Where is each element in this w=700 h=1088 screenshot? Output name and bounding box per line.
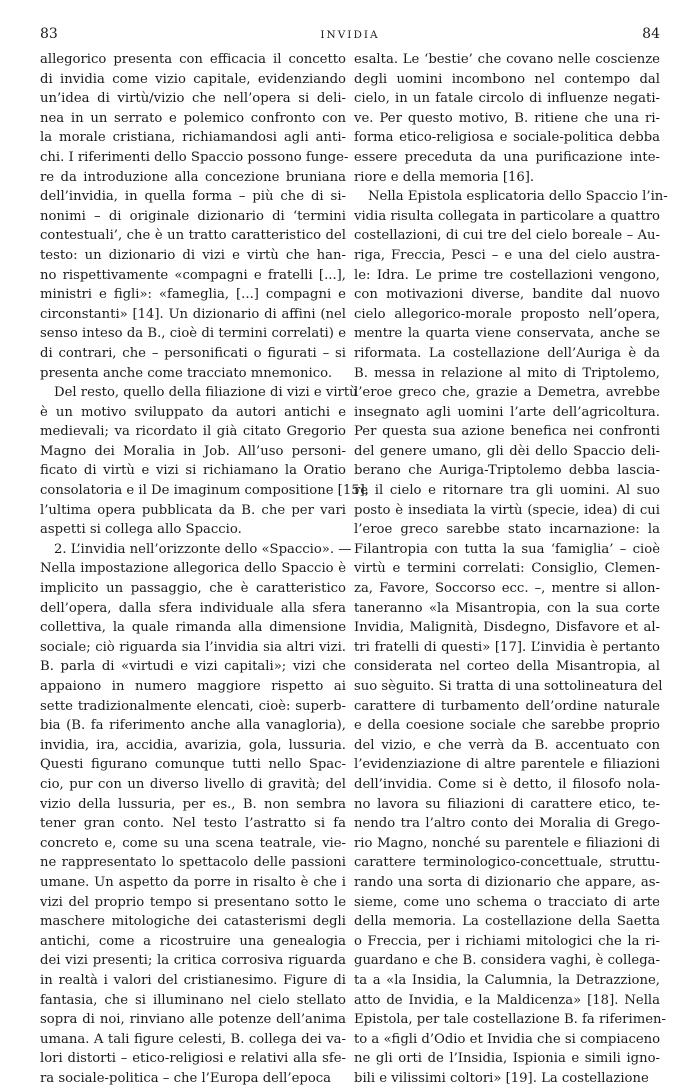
text-line: Nella Epistola esplicatoria dello Spaccio l’in- — [368, 189, 668, 205]
text-line: cielo allegorico-morale proposto nell’opera, — [354, 306, 660, 322]
text-line: virtù e termini correlati: Consiglio, Clemen- — [354, 561, 660, 577]
text-line: ne gli orti de l’Insidia, Ispionia e simili igno- — [354, 1051, 660, 1067]
text-line: nendo tra l’altro conto dei Moralia di Grego- — [354, 816, 660, 832]
text-line: Invidia, Malignità, Disdegno, Disfavore et al- — [354, 620, 660, 636]
text-line: concreto e, come su una scena teatrale, vie- — [40, 835, 346, 851]
text-line: consolatoria e il De imaginum compositione [15], — [40, 483, 369, 499]
text-line: sociale; ciò riguarda sia l’invidia sia altri vizi. — [40, 639, 346, 655]
text-line: un’idea di virtù/vizio che nell’opera si deli- — [40, 91, 346, 107]
text-line: riore e della memoria [16]. — [354, 169, 535, 185]
text-line: invidia, ira, accidia, avarizia, gola, lussuria. — [40, 737, 346, 753]
text-line: essere preceduta da una purificazione inte- — [354, 149, 660, 165]
text-line: sette tradizionalmente elencati, cioè: superb- — [40, 698, 346, 714]
text-line: sopra di noi, rinviano alle potenze dell’anima — [40, 1012, 346, 1028]
text-line: maschere mitologiche dei catasterismi degli — [40, 914, 346, 930]
text-line: tri fratelli di questi» [17]. L’invidia è pertanto — [354, 639, 660, 655]
text-line: è un motivo sviluppato da autori antichi e — [40, 404, 346, 420]
text-line: Per questa sua azione benefica nei confronti — [354, 424, 660, 440]
text-line: Filantropia con tutta la sua ‘famiglia’ – cioè — [354, 541, 660, 557]
text-line: testo: un dizionario di vizi e virtù che han- — [40, 247, 346, 263]
text-line: B. parla di «virtudi e vizi capitali»; vizi che — [40, 659, 346, 675]
text-column-right — [354, 50, 668, 1088]
text-line: chi. I riferimenti dello Spaccio possono funge- — [40, 149, 349, 165]
text-line: vidia risulta collegata in particolare a quattro — [354, 208, 660, 224]
text-line: za, Favore, Soccorso ecc. –, mentre si allon- — [354, 581, 660, 597]
page-number-right: 84 — [642, 26, 660, 42]
text-line: Magno dei Moralia in Job. All’uso personi- — [40, 443, 346, 459]
text-line: senso inteso da B., cioè di termini correlati) e — [40, 326, 346, 342]
text-line: bia (B. fa riferimento anche alla vanagloria), — [40, 718, 346, 734]
text-line: cio, pur con un diverso livello di gravità; del — [40, 776, 346, 792]
text-line: e della coesione sociale che sarebbe proprio — [354, 718, 660, 734]
text-line: collettiva, la quale rimanda alla dimensione — [40, 620, 346, 636]
text-line: dell’invidia. Come si è detto, il filosofo nola- — [354, 776, 660, 792]
text-line: nea in un serrato e polemico confronto con — [40, 110, 346, 126]
text-line: con motivazioni diverse, bandite dal nuovo — [354, 287, 660, 303]
text-line: B. messa in relazione al mito di Triptolemo, — [354, 365, 660, 381]
text-line: atto de Invidia, e la Maldicenza» [18]. Nella — [354, 992, 660, 1008]
page-number-left: 83 — [40, 26, 58, 42]
text-line: rando una sorta di dizionario che appare, as- — [354, 874, 660, 890]
text-line: riga, Freccia, Pesci – e una del cielo austra- — [354, 247, 660, 263]
text-line: la morale cristiana, richiamandosi agli anti- — [40, 130, 346, 146]
text-line: presenta anche come tracciato mnemonico. — [40, 365, 333, 381]
text-line: appaiono in numero maggiore rispetto ai — [40, 679, 346, 694]
text-line: re il cielo e ritornare tra gli uomini. Al suo — [354, 483, 660, 499]
text-line: umana. A tali figure celesti, B. collega dei va- — [40, 1031, 346, 1047]
text-line: aspetti si collega allo Spaccio. — [40, 522, 242, 538]
text-line: guardano e che B. considera vaghi, è collega- — [354, 953, 660, 969]
text-line: contestuali’, che è un tratto caratteristico del — [40, 228, 346, 244]
text-line: taneranno «la Misantropia, con la sua corte — [354, 600, 660, 616]
text-line: considerata nel corteo della Misantropia, al — [354, 659, 660, 675]
text-line: ta a «la Insidia, la Calumnia, la Detrazzione, — [354, 972, 660, 988]
text-line: antichi, come a ricostruire una genealogia — [40, 933, 346, 949]
text-line: del genere umano, gli dèi dello Spaccio deli- — [354, 443, 660, 459]
text-line: Del resto, quello della filiazione di vizi e virtù — [54, 385, 358, 401]
text-line: l’ultima opera pubblicata da B. che per vari — [40, 502, 346, 518]
text-line: tener gran conto. Nel testo l’astratto si fa — [40, 816, 346, 832]
text-line: Nella impostazione allegorica dello Spaccio è — [40, 561, 346, 577]
text-line: bili e vilissimi coltori» [19]. La costellazione — [354, 1070, 649, 1086]
text-line: mentre la quarta viene conservata, anche se — [354, 326, 660, 342]
running-title: INVIDIA — [320, 29, 380, 41]
text-line: ra sociale-politica – che l’Europa dell’epoca — [40, 1070, 332, 1086]
text-line: circonstanti» [14]. Un dizionario di affini (nel — [40, 306, 346, 322]
text-line: medievali; va ricordato il già citato Gregorio — [40, 424, 346, 440]
text-line: 2. L’invidia nell’orizzonte dello «Spaccio». — — [54, 541, 352, 557]
text-line: re da introduzione alla concezione bruniana — [40, 169, 346, 185]
text-line: forma etico-religiosa e sociale-politica debba — [354, 130, 660, 146]
text-line: ministri e figli»: «fameglia, [...] compagni e — [40, 287, 346, 303]
text-line: costellazioni, di cui tre del cielo boreale – Au- — [354, 228, 660, 244]
text-line: carattere terminologico-concettuale, struttu- — [354, 855, 660, 871]
text-column-left — [40, 50, 369, 1088]
text-line: ficato di virtù e vizi si richiamano la Oratio — [40, 463, 346, 479]
text-line: esalta. Le ‘bestie’ che covano nelle coscienze — [354, 52, 660, 67]
text-line: Questi figurano comunque tutti nello Spac- — [40, 757, 346, 773]
text-line: posto è insediata la virtù (specie, idea) di cui — [354, 502, 660, 518]
text-line: Epistola, per tale costellazione B. fa riferimen- — [354, 1012, 666, 1028]
text-line: no lavora su filiazioni di carattere etico, te- — [354, 796, 660, 812]
text-line: vizio della lussuria, per es., B. non sembra — [40, 796, 346, 812]
text-line: di contrari, che – personificati o figurati – si — [40, 345, 346, 361]
text-line: sieme, come uno schema o tracciato di arte — [354, 894, 660, 910]
running-header — [40, 26, 660, 46]
text-line: carattere di turbamento dell’ordine naturale — [354, 698, 660, 714]
text-line: to a «figli d’Odio et Invidia che si compiaceno — [354, 1031, 661, 1047]
text-line: riformata. La costellazione dell’Auriga è da — [354, 345, 660, 361]
text-line: o Freccia, per i richiami mitologici che la ri- — [354, 933, 660, 949]
text-line: in realtà i valori del cristianesimo. Figure di — [40, 972, 346, 988]
text-line: berano che Auriga-Triptolemo debba lascia- — [354, 463, 660, 479]
text-line: dell’opera, dalla sfera individuale alla sfera — [40, 600, 346, 616]
text-line: di invidia come vizio capitale, evidenziando — [40, 71, 346, 87]
text-line: vizi del proprio tempo si presentano sotto le — [40, 894, 346, 910]
text-line: allegorico presenta con efficacia il concetto — [40, 52, 346, 67]
text-line: implicito un passaggio, che è caratteristico — [40, 581, 346, 597]
text-line: lori distorti – etico-religiosi e relativi alla sfe- — [40, 1051, 346, 1067]
text-line: della memoria. La costellazione della Saetta — [354, 914, 660, 930]
text-line: dell’invidia, in quella forma – più che di si- — [40, 189, 346, 205]
text-line: l’eroe greco sarebbe stato incarnazione: la — [354, 522, 660, 538]
text-line: ve. Per questo motivo, B. ritiene che una ri- — [354, 110, 660, 126]
text-line: rio Magno, nonché su parentele e filiazioni di — [354, 835, 660, 851]
text-line: insegnato agli uomini l’arte dell’agricoltura. — [354, 404, 660, 420]
text-line: suo sèguito. Si tratta di una sottolineatura del — [354, 679, 663, 694]
text-line: le: Idra. Le prime tre costellazioni vengono, — [354, 267, 660, 283]
text-line: ne rappresentato lo spettacolo delle passioni — [40, 855, 346, 871]
text-line: l’eroe greco che, grazie a Demetra, avrebbe — [354, 385, 660, 401]
text-line: fantasia, che si illuminano nel cielo stellato — [40, 992, 346, 1008]
text-line: degli uomini incombono nel contempo dal — [354, 71, 660, 87]
text-line: dei vizi presenti; la critica corrosiva riguarda — [40, 953, 346, 969]
text-line: nonimi – di originale dizionario di ‘termini — [40, 208, 346, 224]
text-line: cielo, in un fatale circolo di influenze negati- — [354, 91, 660, 107]
text-line: no rispettivamente «compagni e fratelli [...], — [40, 267, 346, 283]
text-line: del vizio, e che verrà da B. accentuato con — [354, 737, 660, 753]
text-line: l’evidenziazione di altre parentele e filiazioni — [354, 757, 660, 773]
text-line: umane. Un aspetto da porre in risalto è che i — [40, 874, 346, 890]
